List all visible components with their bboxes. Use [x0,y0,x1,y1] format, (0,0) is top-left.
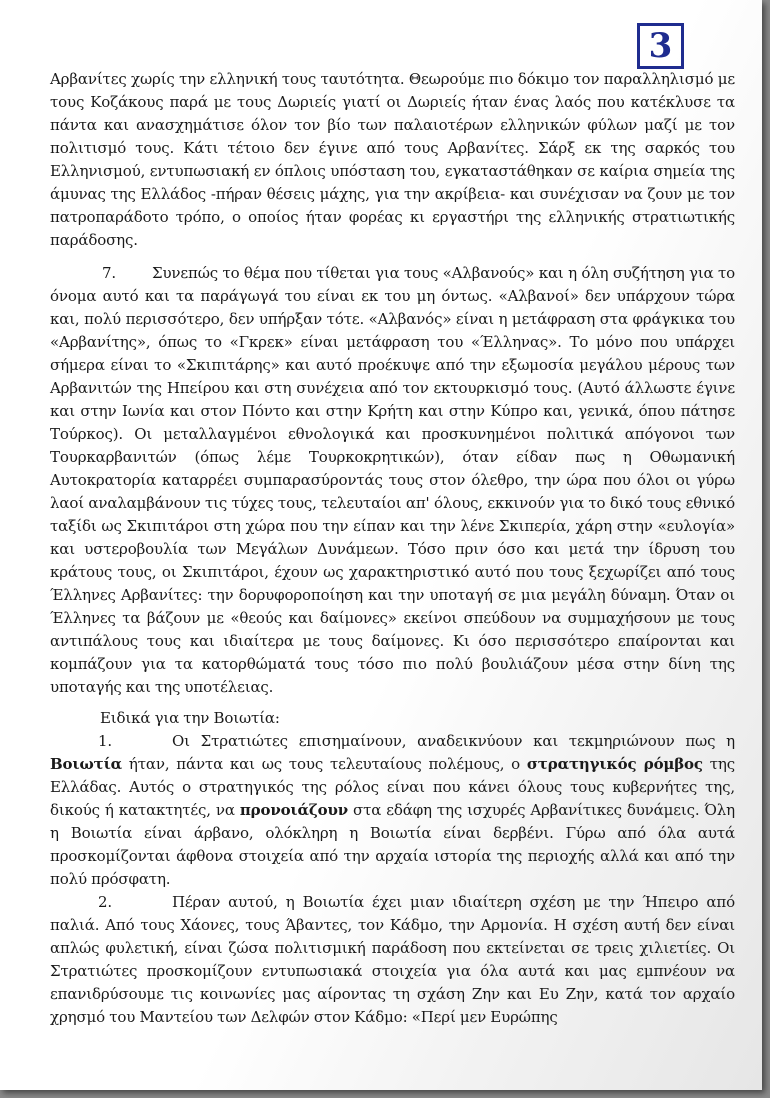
point-1-text: ήταν, πάντα και ως τους τελευταίους πολέμους, ο [122,755,527,773]
point-1-text: της Ελλάδας. Αυτός ο στρατηγικός της ρόλος είναι που κάνει όλους τους κυβερνήτες της, δικούς ή κατακτητές, να [50,755,735,819]
paragraph-intro: Αρβανίτες χωρίς την ελληνική τους ταυτότητα. Θεωρούμε πιο δόκιμο τον παραλληλισμό με τους Κοζάκους παρά με τους Δωριείς γιατί οι Δωριείς ήταν ένας λαός που κατέκλυσε τα πάντα και ανασχημάτισε όλον τον βίο των παλαιοτέρων ελληνικών φύλων μαζί με τον πολιτισμό τους. Κάτι τέτοιο δεν έγινε από τους Αρβανίτες. Σάρξ εκ της σαρκός του Ελληνισμού, εντυπωσιακή εν όπλοις υπόσταση του, εγκαταστάθηκαν σε καίρια σημεία της άμυνας της Ελλάδος -πήραν θέσεις μάχης, για την ακρίβεια- και συνέχισαν να ζουν με τον πατροπαράδοτο τρόπο, ο οποίος ήταν φορέας κι εργαστήρι της ελληνικής στρατιωτικής παράδοσης. [50,70,735,249]
paragraph-number: 7. [102,264,117,282]
point-1-text: Οι Στρατιώτες επισημαίνουν, αναδεικνύουν και τεκμηριώνουν πως η [172,732,735,750]
paragraph-7 [50,262,735,699]
bold-term: προνοιάζουν [239,801,349,819]
body-text [50,68,735,1029]
boeotia-point-2 [50,891,735,1029]
paragraph-7-text: Συνεπώς το θέμα που τίθεται για τους «Αλβανούς» και η όλη συζήτηση για το όνομα αυτό και τα παράγωγά του είναι εκ του μη όντως. «Αλβανοί» δεν υπάρχουν τώρα και, πολύ περισσότερο, δεν υπήρξαν τότε. «Αλβανός» είναι η μετάφραση στα φράγκικα του «Αρβανίτης», όπως το «Γκρεκ» είναι μετάφραση του «Έλληνας». Το μόνο που υπάρχει σήμερα είναι το «Σκιπιτάρης» και αυτό προέκυψε από την εξωμοσία μεγάλου μέρους των Αρβανιτών της Ηπείρου και στη συνέχεια από τον εκτουρκισμό τους. (Αυτό άλλωστε έγινε και στην Ιωνία και στον Πόντο και στην Κρήτη και στην Κύπρο και, γενικά, όπου πάτησε Τούρκος). Οι μεταλλαγμένοι εθνολογικά και προσκυνημένοι πολιτικά απόγονοι των Τουρκαρβανιτών (όπως λέμε Τουρκοκρητικών), όταν είδαν πως η Οθωμανική Αυτοκρατορία καταρρέει συμπαρασύροντάς τους στον όλεθρο, την ώρα που όλοι οι γύρω λαοί αναλαμβάνουν τις τύχες τους, τελευταίοι απ' όλους, εκκινούν για το δικό τους εθνικό ταξίδι ως Σκιπιτάροι στη χώρα που την είπαν και την λένε Σκιπερία, χάρη στην «ευλογία» και υστεροβουλία των Μεγάλων Δυνάμεων. Τόσο πριν όσο και μετά την ίδρυση του κράτους τους, οι Σκιπιτάροι, έχουν ως χαρακτηριστικό αυτό που τους ξεχωρίζει από τους Έλληνες Αρβανίτες: την δορυφοροποίηση και την υποταγή σε μια μεγάλη δύναμη. Όταν οι Έλληνες τα βάζουν με «θεούς και δαίμονες» εκείνοι σπεύδουν να συμμαχήσουν με τους αντιπάλους τους και ιδιαίτερα με τους δαίμονες. Κι όσο περισσότερο επαίρονται και κομπάζουν για τα κατορθώματά τους τόσο πιο πολύ βουλιάζουν μέσα στην δίνη της υποταγής και της υποτέλειας. [50,264,735,696]
bold-term: στρατηγικός ρόμβος [526,755,703,773]
bold-term: Βοιωτία [50,755,123,773]
boeotia-point-1 [50,730,735,891]
point-1-text: στα εδάφη της ισχυρές Αρβανίτικες δυνάμεις. Όλη η Βοιωτία είναι άρβανο, ολόκληρη η Βοιωτία είναι δερβένι. Γύρω από όλα αυτά προσκομίζονται άφθονα στοιχεία από την αρχαία ιστορία της περιοχής αλλά και από την πολύ πρόσφατη. [50,801,735,888]
page-number-badge: 3 [637,23,684,69]
point-number: 2. [98,893,113,911]
boeotia-heading: Ειδικά για την Βοιωτία: [100,709,280,727]
point-2-text: Πέραν αυτού, η Βοιωτία έχει μιαν ιδιαίτερη σχέση με την Ήπειρο από παλιά. Από τους Χάονες, τους Άβαντες, τον Κάδμο, την Αρμονία. Η σχέση αυτή δεν είναι απλώς φυλετική, είναι ζώσα πολιτισμική παράδοση που εκτείνεται σε τρεις χιλιετίες. Οι Στρατιώτες προσκομίζουν εντυπωσιακά στοιχεία για όλα αυτά και μας εμπνέουν να επανιδρύσουμε τις κοινωνίες μας αίροντας τη σχάση Ζην και Ευ Ζην, κατά τον αρχαίο χρησμό του Μαντείου των Δελφών στον Κάδμο: «Περί μεν Ευρώπης [50,893,735,1026]
point-number: 1. [98,732,113,750]
